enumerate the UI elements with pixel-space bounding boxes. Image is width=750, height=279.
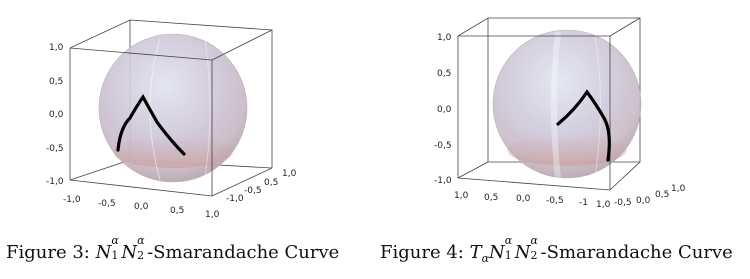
y-tick: 1,0: [671, 184, 686, 194]
figure-4-plot: [370, 0, 750, 240]
x-tick: 0,0: [134, 202, 149, 212]
x-tick: 0,0: [516, 194, 531, 204]
y-tick: 0,0: [636, 196, 651, 206]
z-axis-ticks: [46, 43, 64, 187]
x-tick: 1,0: [205, 210, 220, 220]
caption-label: Figure 3:: [6, 242, 90, 263]
z-tick: 0,5: [49, 77, 64, 87]
figure-4-caption: [380, 234, 733, 265]
caption-suffix: -Smarandache Curve: [540, 242, 733, 263]
x-tick: 0,5: [484, 193, 499, 203]
z-tick: -0,5: [434, 141, 452, 151]
figure-3: [0, 0, 370, 279]
x-tick: -0,5: [546, 196, 564, 206]
z-tick: -1,0: [46, 177, 64, 187]
x-tick: -1: [579, 198, 588, 208]
x-axis-ticks: [63, 195, 220, 220]
caption-math: $T_\alpha N$ α 1 N α 2: [469, 234, 538, 265]
y-tick: 0,5: [264, 178, 279, 188]
x-tick: -0,5: [98, 199, 116, 209]
caption-label: Figure 4:: [380, 242, 464, 263]
y-tick: 0,5: [655, 190, 670, 200]
y-tick: 1,0: [596, 200, 611, 210]
x-tick: 1,0: [454, 191, 469, 201]
x-axis-ticks: [454, 191, 588, 208]
x-tick: 0,5: [170, 206, 185, 216]
figure-3-plot: [0, 0, 370, 240]
y-axis-ticks: [596, 184, 686, 210]
caption-suffix: -Smarandache Curve: [147, 242, 340, 263]
z-axis-ticks: [434, 33, 452, 186]
z-tick: 0,5: [437, 69, 452, 79]
y-tick: -0,5: [244, 186, 262, 196]
sphere: [493, 30, 641, 178]
figure-3-caption: [6, 234, 340, 263]
z-tick: 0,0: [49, 110, 64, 120]
z-tick: 0,0: [437, 105, 452, 115]
y-tick: 1,0: [282, 169, 297, 179]
y-axis-ticks: [226, 169, 297, 204]
z-tick: -1,0: [434, 176, 452, 186]
z-tick: 1,0: [49, 43, 64, 53]
caption-math: N α 1 N α 2: [95, 234, 145, 263]
z-tick: -0,5: [46, 144, 64, 154]
y-tick: -1,0: [226, 194, 244, 204]
z-tick: 1,0: [437, 33, 452, 43]
x-tick: -1,0: [63, 195, 81, 205]
figure-4: [370, 0, 750, 279]
sphere: [99, 34, 247, 182]
y-tick: -0,5: [614, 198, 632, 208]
